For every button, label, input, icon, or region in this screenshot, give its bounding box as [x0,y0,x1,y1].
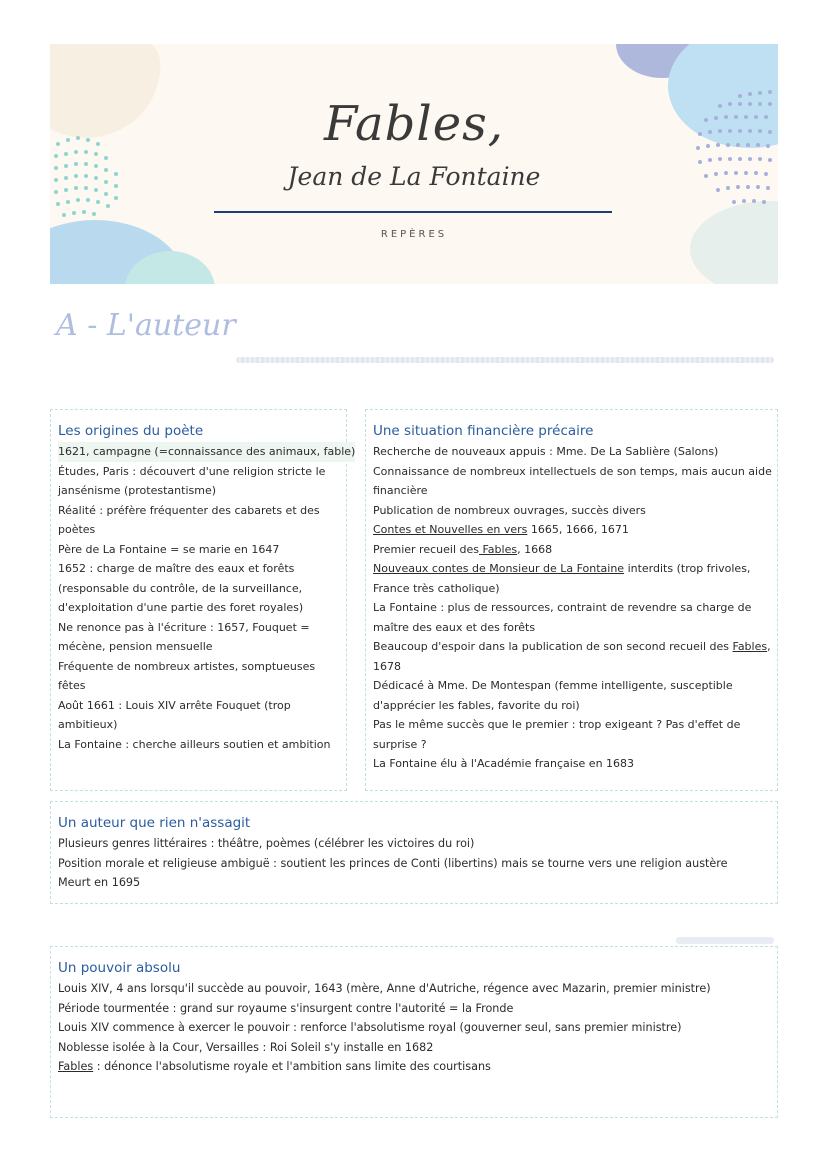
auteur-line: Meurt en 1695 [58,876,141,889]
origins-line: Août 1661 : Louis XIV arrête Fouquet (trop [58,698,291,712]
finance-line: maître des eaux et des forêts [373,620,536,634]
finance-line: Dédicacé à Mme. De Montespan (femme intelligente, susceptible [373,679,733,692]
finance-line: Recherche de nouveaux appuis : Mme. De La Sablière (Salons) [373,445,719,458]
pouvoir-line [58,1057,771,1077]
card-title-origins: Les origines du poète [58,423,204,439]
pouvoir-line: Noblesse isolée à la Cour, Versailles : Roi Soleil s'y installe en 1682 [58,1040,434,1054]
finance-line: 1678 [373,659,401,673]
finance-line [373,559,771,579]
origins-line: poètes [58,523,96,536]
pouvoir-line: Période tourmentée : grand sur royaume s'insurgent contre l'autorité = la Fronde [58,1001,514,1015]
work-title: Fables [732,640,768,653]
finance-line: France très catholique) [373,581,500,595]
origins-lines [58,442,356,754]
auteur-lines [58,834,771,893]
work-title: Nouveaux contes de Monsieur de La Fontaine [373,562,625,575]
work-title: Fables [58,1060,94,1073]
origins-line: Père de La Fontaine = se marie en 1647 [58,542,280,556]
header-banner [50,44,778,284]
section-divider [236,357,774,363]
section-divider-small [676,937,774,944]
finance-line [373,520,771,540]
card-title-pouvoir: Un pouvoir absolu [58,960,181,976]
finance-line-pre: Beaucoup d'espoir dans la publication de son second recueil des [373,640,733,653]
finance-line-rest: , [767,640,771,653]
finance-line-rest: interdits (trop frivoles, [624,562,751,575]
finance-line: Connaissance de nombreux intellectuels de son temps, mais aucun aide [373,464,772,478]
auteur-line: Plusieurs genres littéraires : théâtre, poèmes (célébrer les victoires du roi) [58,837,475,850]
finance-line-rest: , 1668 [517,542,553,556]
card-pouvoir [50,946,778,1118]
origins-line: mécène, pension mensuelle [58,640,213,653]
work-title: Fables [478,542,518,556]
finance-line: d'apprécier les fables, favorite du roi) [373,698,580,712]
pouvoir-line: Louis XIV commence à exercer le pouvoir : renforce l'absolutisme royal (gouverner seul, sans premier ministre) [58,1021,682,1034]
origins-line: fêtes [58,679,86,692]
origins-line: Fréquente de nombreux artistes, somptueuses [58,659,316,673]
finance-lines [373,442,771,774]
origins-line: La Fontaine : cherche ailleurs soutien et ambition [58,737,331,751]
origins-line: ambitieux) [58,718,118,731]
origins-line: jansénisme (protestantisme) [58,484,217,497]
card-title-finance: Une situation financière précaire [373,423,594,439]
origins-line: Études, Paris : découvert d'une religion stricte le [58,464,326,478]
finance-line: Pas le même succès que le premier : trop exigeant ? Pas d'effet de [373,718,741,731]
finance-line: La Fontaine : plus de ressources, contraint de revendre sa charge de [373,601,752,614]
page-title: Fables, [323,96,505,152]
finance-line: financière [373,484,428,497]
finance-line: Publication de nombreux ouvrages, succès divers [373,503,646,517]
finance-line [373,540,771,560]
finance-line-rest: 1665, 1666, 1671 [527,523,629,536]
origins-line: Réalité : préfère fréquenter des cabarets et des [58,503,320,517]
auteur-line: Position morale et religieuse ambiguë : soutient les princes de Conti (libertins) mais se tourne vers une religion austère [58,856,728,870]
pouvoir-line: Louis XIV, 4 ans lorsqu'il succède au pouvoir, 1643 (mère, Anne d'Autriche, régence avec Mazarin, premier ministre) [58,982,711,995]
page-subtitle: Jean de La Fontaine [287,162,541,191]
pouvoir-line-rest: : dénonce l'absolutisme royale et l'ambition sans limite des courtisans [93,1060,491,1073]
origins-line: d'exploitation d'une partie des foret royales) [58,601,304,614]
pouvoir-lines [58,979,771,1077]
card-origins [50,409,356,791]
finance-line [373,637,771,657]
work-title: Contes et Nouvelles en vers [373,523,528,536]
origins-line: Ne renonce pas à l'écriture : 1657, Fouquet = [58,620,310,634]
section-heading: A - L'auteur [56,308,236,343]
card-auteur [50,801,778,904]
origins-line: 1652 : charge de maître des eaux et forêts [58,562,295,575]
finance-line: La Fontaine élu à l'Académie française en 1683 [373,757,635,770]
card-title-auteur: Un auteur que rien n'assagit [58,815,251,831]
origins-line: 1621, campagne (=connaissance des animaux, fable) [58,442,355,462]
origins-line: (responsable du contrôle, de la surveillance, [58,581,303,595]
finance-line: surprise ? [373,737,427,751]
title-divider [214,211,612,213]
finance-line-pre: Premier recueil des [373,542,479,556]
header-tag: REPÈRES [380,229,448,240]
card-finance [365,409,778,791]
